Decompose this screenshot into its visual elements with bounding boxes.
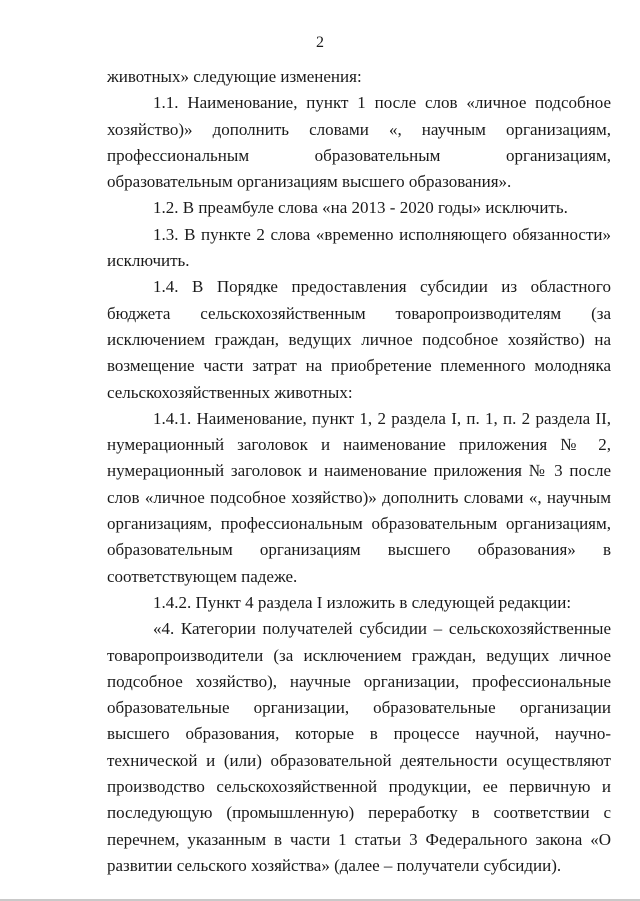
paragraph-1-1: 1.1. Наименование, пункт 1 после слов «личное подсобное хозяйство)» дополнить словами «, научным организациям, профессиональным образовательным организациям, образовательным организациям высшего образования». bbox=[107, 93, 611, 192]
paragraph-continuation: животных» следующие изменения: bbox=[107, 67, 362, 86]
paragraph-quoted-item-4: «4. Категории получателей субсидии – сельскохозяйственные товаропроизводители (за исключением граждан, ведущих личное подсобное хозяйство), научные организации, профессиональные образовательные организации, образовательные организации высшего образования, которые в процессе научной, научно-технической и (или) образовательной деятельности осуществляют производство сельскохозяйственной продукции, ее первичную и последующую (промышленную) переработку в соответствии с перечнем, указанным в части 1 статьи 3 Федерального закона «О развитии сельского хозяйства» (далее – получатели субсидии). bbox=[107, 619, 611, 875]
paragraph-1-4-1: 1.4.1. Наименование, пункт 1, 2 раздела I, п. 1, п. 2 раздела II, нумерационный заголовок и наименование приложения № 2, нумерационный заголовок и наименование приложения № 3 после слов «личное подсобное хозяйство)» дополнить словами «, научным организациям, профессиональным образовательным организациям, образовательным организациям высшего образования» в соответствующем падеже. bbox=[107, 408, 611, 586]
paragraph-1-3: 1.3. В пункте 2 слова «временно исполняющего обязанности» исключить. bbox=[107, 224, 611, 271]
document-body bbox=[107, 64, 611, 879]
paragraph-1-4: 1.4. В Порядке предоставления субсидии из областного бюджета сельскохозяйственным товаропроизводителям (за исключением граждан, ведущих личное подсобное хозяйство) на возмещение части затрат на приобретение племенного молодняка сельскохозяйственных животных: bbox=[107, 277, 611, 402]
page-number: 2 bbox=[316, 34, 324, 51]
paragraph-1-2: 1.2. В преамбуле слова «на 2013 - 2020 годы» исключить. bbox=[153, 198, 568, 218]
paragraph-1-4-2: 1.4.2. Пункт 4 раздела I изложить в следующей редакции: bbox=[153, 592, 572, 612]
